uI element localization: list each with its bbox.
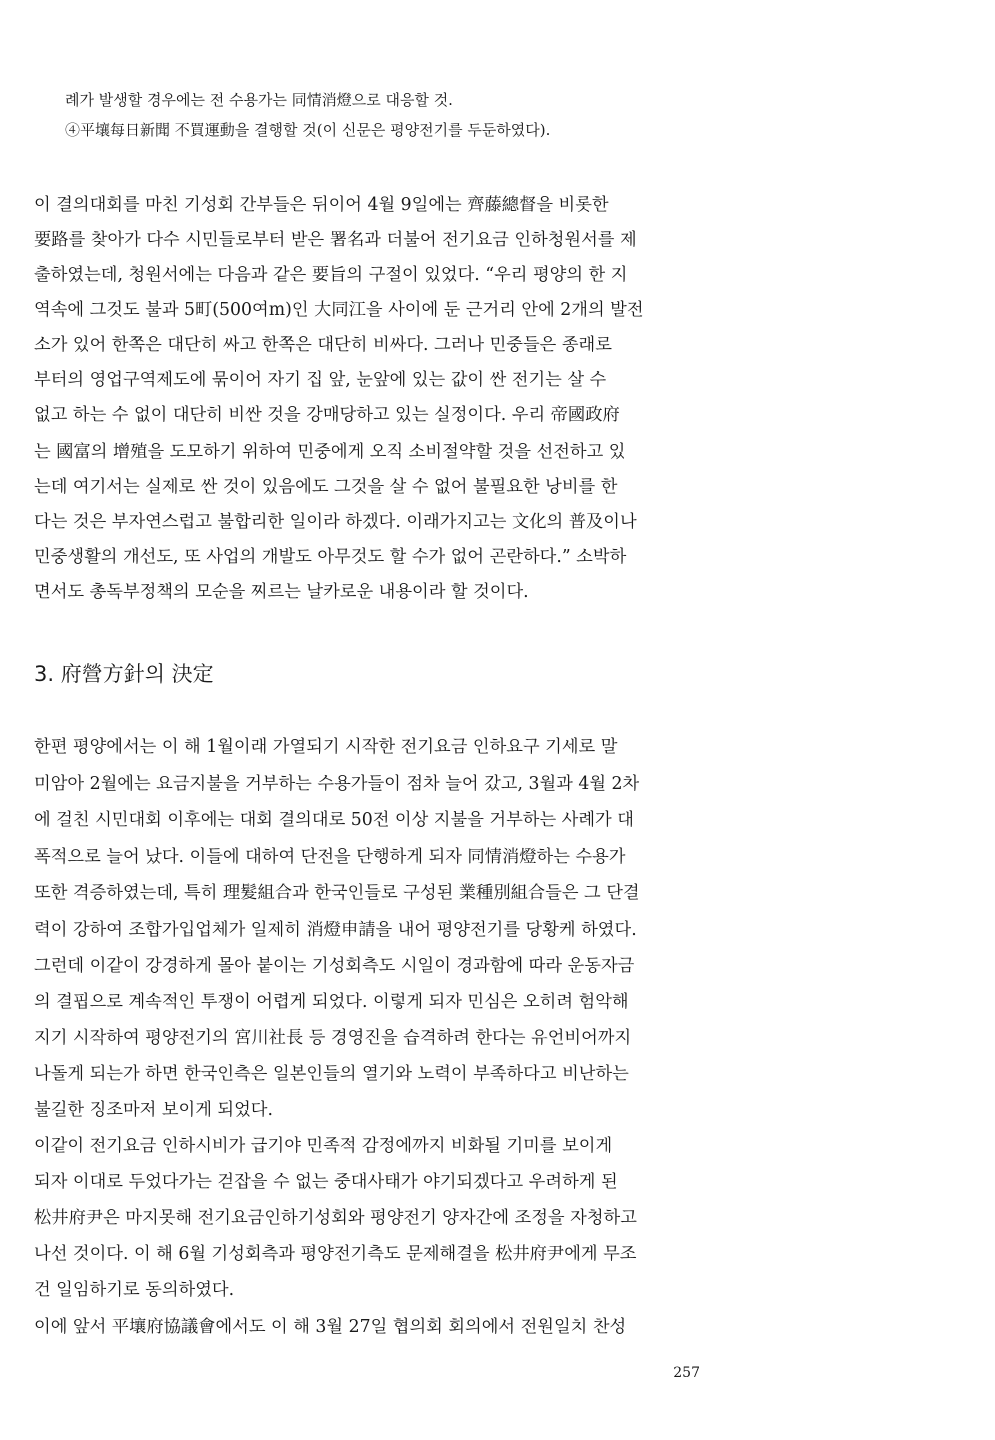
note-line: ④平壤每日新聞 不買運動을 결행할 것(이 신문은 평양전기를 두둔하였다). (65, 121, 551, 139)
paragraph-line: 건 일임하기로 동의하였다. (34, 1280, 235, 1300)
page-number: 257 (673, 1365, 700, 1381)
paragraph-line: 는 國富의 增殖을 도모하기 위하여 민중에게 오직 소비절약할 것을 선전하고 있 (34, 442, 626, 462)
paragraph-line: 이같이 전기요금 인하시비가 급기야 민족적 감정에까지 비화될 기미를 보이게 (34, 1136, 613, 1156)
paragraph-line: 의 결핍으로 계속적인 투쟁이 어렵게 되었다. 이렇게 되자 민심은 오히려 험악해 (34, 992, 629, 1012)
paragraph-line: 다는 것은 부자연스럽고 불합리한 일이라 하겠다. 이래가지고는 文化의 普及이나 (34, 512, 637, 532)
paragraph-line: 이 결의대회를 마친 기성회 간부들은 뒤이어 4월 9일에는 齊藤總督을 비롯한 (34, 195, 609, 215)
section-heading: 3. 府營方針의 決定 (34, 662, 214, 686)
note-line: 례가 발생할 경우에는 전 수용가는 同情消燈으로 대응할 것. (65, 91, 453, 109)
paragraph-line: 나돌게 되는가 하면 한국인측은 일본인들의 열기와 노력이 부족하다고 비난하는 (34, 1064, 629, 1084)
paragraph-line: 면서도 총독부정책의 모순을 찌르는 날카로운 내용이라 할 것이다. (34, 582, 529, 602)
paragraph-line: 폭적으로 늘어 났다. 이들에 대하여 단전을 단행하게 되자 同情消燈하는 수용가 (34, 847, 626, 867)
paragraph-line: 없고 하는 수 없이 대단히 비싼 것을 강매당하고 있는 실정이다. 우리 帝國政府 (34, 405, 620, 425)
paragraph-line: 지기 시작하여 평양전기의 宮川社長 등 경영진을 습격하려 한다는 유언비어까지 (34, 1028, 632, 1048)
paragraph-line: 불길한 징조마저 보이게 되었다. (34, 1100, 273, 1120)
paragraph-line: 역속에 그것도 불과 5町(500여m)인 大同江을 사이에 둔 근거리 안에 2개의 발전 (34, 300, 644, 320)
paragraph-line: 미암아 2월에는 요금지불을 거부하는 수용가들이 점차 늘어 갔고, 3월과 4월 2차 (34, 774, 640, 794)
paragraph-line: 또한 격증하였는데, 특히 理髮組合과 한국인들로 구성된 業種別組合들은 그 단결 (34, 883, 640, 903)
paragraph-line: 이에 앞서 平壤府協議會에서도 이 해 3월 27일 협의회 회의에서 전원일치 찬성 (34, 1317, 627, 1337)
paragraph-line: 나선 것이다. 이 해 6월 기성회측과 평양전기측도 문제해결을 松井府尹에게 무조 (34, 1244, 637, 1264)
paragraph-line: 력이 강하여 조합가입업체가 일제히 消燈申請을 내어 평양전기를 당황케 하였다. (34, 920, 637, 940)
paragraph-line: 부터의 영업구역제도에 묶이어 자기 집 앞, 눈앞에 있는 값이 싼 전기는 살 수 (34, 370, 607, 390)
paragraph-line: 소가 있어 한쪽은 대단히 싸고 한쪽은 대단히 비싸다. 그러나 민중들은 종래로 (34, 335, 612, 355)
paragraph-line: 는데 여기서는 실제로 싼 것이 있음에도 그것을 살 수 없어 불필요한 낭비를 한 (34, 477, 618, 497)
paragraph-line: 要路를 찾아가 다수 시민들로부터 받은 署名과 더불어 전기요금 인하청원서를 제 (34, 230, 637, 250)
paragraph-line: 출하였는데, 청원서에는 다음과 같은 要旨의 구절이 있었다. “우리 평양의 한 지 (34, 265, 628, 285)
paragraph-line: 한편 평양에서는 이 해 1월이래 가열되기 시작한 전기요금 인하요구 기세로 말 (34, 737, 618, 757)
paragraph-line: 되자 이대로 두었다가는 걷잡을 수 없는 중대사태가 야기되겠다고 우려하게 된 (34, 1172, 618, 1192)
paragraph-line: 松井府尹은 마지못해 전기요금인하기성회와 평양전기 양자간에 조정을 자청하고 (34, 1208, 637, 1228)
paragraph-line: 에 걸친 시민대회 이후에는 대회 결의대로 50전 이상 지불을 거부하는 사례가 대 (34, 810, 634, 830)
paragraph-line: 그런데 이같이 강경하게 몰아 붙이는 기성회측도 시일이 경과함에 따라 운동자금 (34, 956, 635, 976)
paragraph-line: 민중생활의 개선도, 또 사업의 개발도 아무것도 할 수가 없어 곤란하다.” 소박하 (34, 547, 627, 567)
